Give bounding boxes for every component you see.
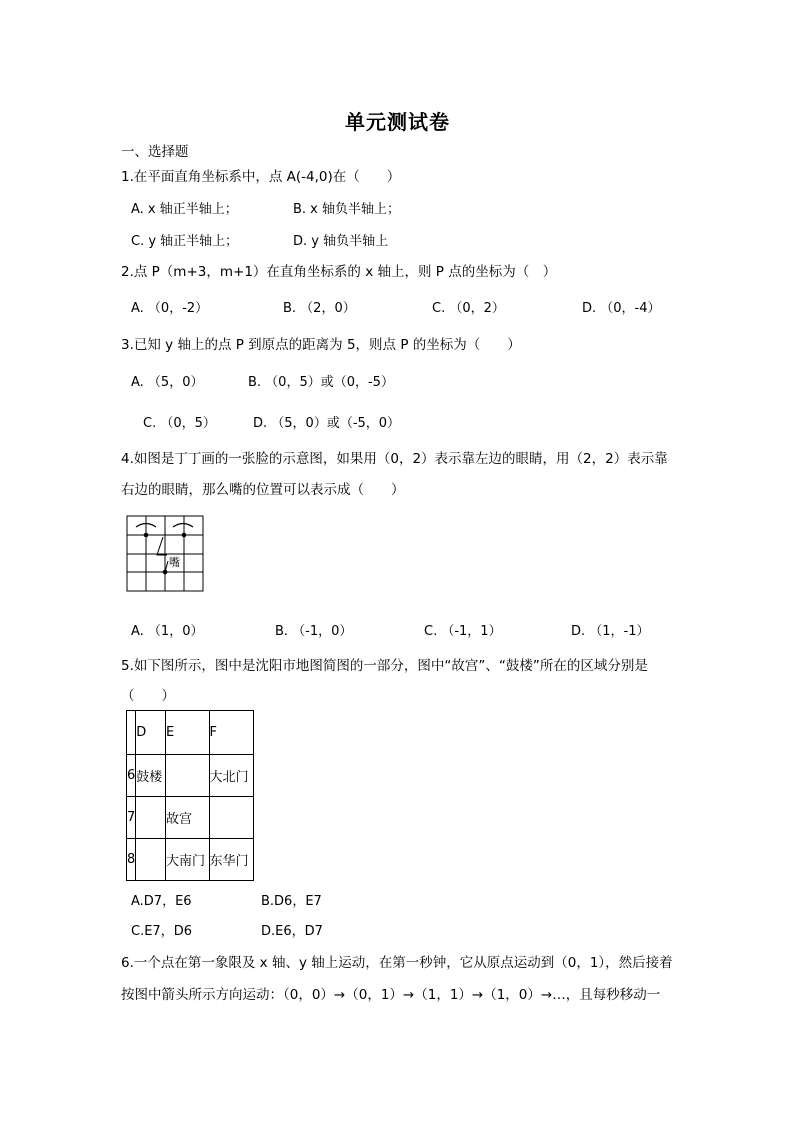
map-cell [209,797,254,839]
question-6-stem-line-1: 6.一个点在第一象限及 x 轴、y 轴上运动，在第一秒钟，它从原点运动到（0，1），然后接着 [121,955,673,971]
question-3-stem: 3.已知 y 轴上的点 P 到原点的距离为 5，则点 P 的坐标为（ ） [121,337,521,353]
map-row-8 [127,839,254,881]
question-2-option-a: A. （0，-2） [131,301,209,316]
question-5-option-a: A.D7，E6 [131,894,192,909]
question-6-stem-line-2: 按图中箭头所示方向运动：（0，0）→（0，1）→（1，1）→（1，0）→…，且每秒移动一 [121,987,661,1003]
section-heading: 一、选择题 [121,144,189,160]
left-eye-dot [144,533,149,538]
question-1-option-c: C. y 轴正半轴上； [131,234,239,249]
question-2-option-b: B. （2，0） [283,301,356,316]
question-4-option-c: C. （-1，1） [424,624,502,639]
map-cell [166,755,210,797]
question-2-stem: 2.点 P（m+3，m+1）在直角坐标系的 x 轴上，则 P 点的坐标为（ ） [121,264,557,280]
map-cell [127,711,136,755]
question-4-option-a: A. （1，0） [131,624,204,639]
question-5-option-d: D.E6，D7 [261,924,323,939]
question-2-option-c: C. （0，2） [432,301,505,316]
right-eyebrow [173,524,193,528]
question-1-option-a: A. x 轴正半轴上； [131,202,238,217]
question-4-stem-line-1: 4.如图是丁丁画的一张脸的示意图，如果用（0，2）表示靠左边的眼睛，用（2，2）表示靠 [121,451,668,467]
map-row-header: 7 [127,797,136,839]
question-2-option-d: D. （0，-4） [582,301,661,316]
map-grid-table [126,710,254,881]
face-grid-figure [126,515,206,593]
map-cell: 故宫 [166,797,210,839]
question-5-option-b: B.D6，E7 [261,894,322,909]
question-4-stem-line-2: 右边的眼睛，那么嘴的位置可以表示成（ ） [121,482,405,498]
right-eye-dot [182,533,187,538]
page-title: 单元测试卷 [345,110,450,134]
question-3-option-a: A. （5，0） [131,375,204,390]
question-1-option-b: B. x 轴负半轴上； [293,202,401,217]
question-1-stem: 1.在平面直角坐标系中，点 A(-4,0)在（ ） [121,169,401,185]
map-row-header: 6 [127,755,136,797]
question-3-option-d: D. （5，0）或（-5，0） [253,416,401,431]
map-cell: 大南门 [166,839,210,881]
face-grid-lines [127,516,203,591]
map-cell [136,797,166,839]
map-row-header: 8 [127,839,136,881]
map-header-row [127,711,254,755]
map-col-header: D [136,711,166,755]
map-row-7 [127,797,254,839]
map-row-6 [127,755,254,797]
map-cell: 鼓楼 [136,755,166,797]
question-3-option-c: C. （0，5） [143,416,216,431]
map-cell [136,839,166,881]
question-4-option-b: B. （-1，0） [275,624,353,639]
question-3-option-b: B. （0，5）或（0，-5） [248,375,394,390]
question-5-stem-line-2: （ ） [121,688,175,704]
map-cell: 东华门 [209,839,254,881]
question-5-option-c: C.E7，D6 [131,924,192,939]
question-1-option-d: D. y 轴负半轴上 [293,234,389,249]
map-cell: 大北门 [209,755,254,797]
question-5-stem-line-1: 5.如下图所示，图中是沈阳市地图简图的一部分，图中“故宫”、“鼓楼”所在的区域分别是 [121,658,648,674]
question-4-option-d: D. （1，-1） [571,624,650,639]
map-col-header: E [166,711,210,755]
mouth-label: 嘴 [169,556,180,569]
map-col-header: F [209,711,254,755]
